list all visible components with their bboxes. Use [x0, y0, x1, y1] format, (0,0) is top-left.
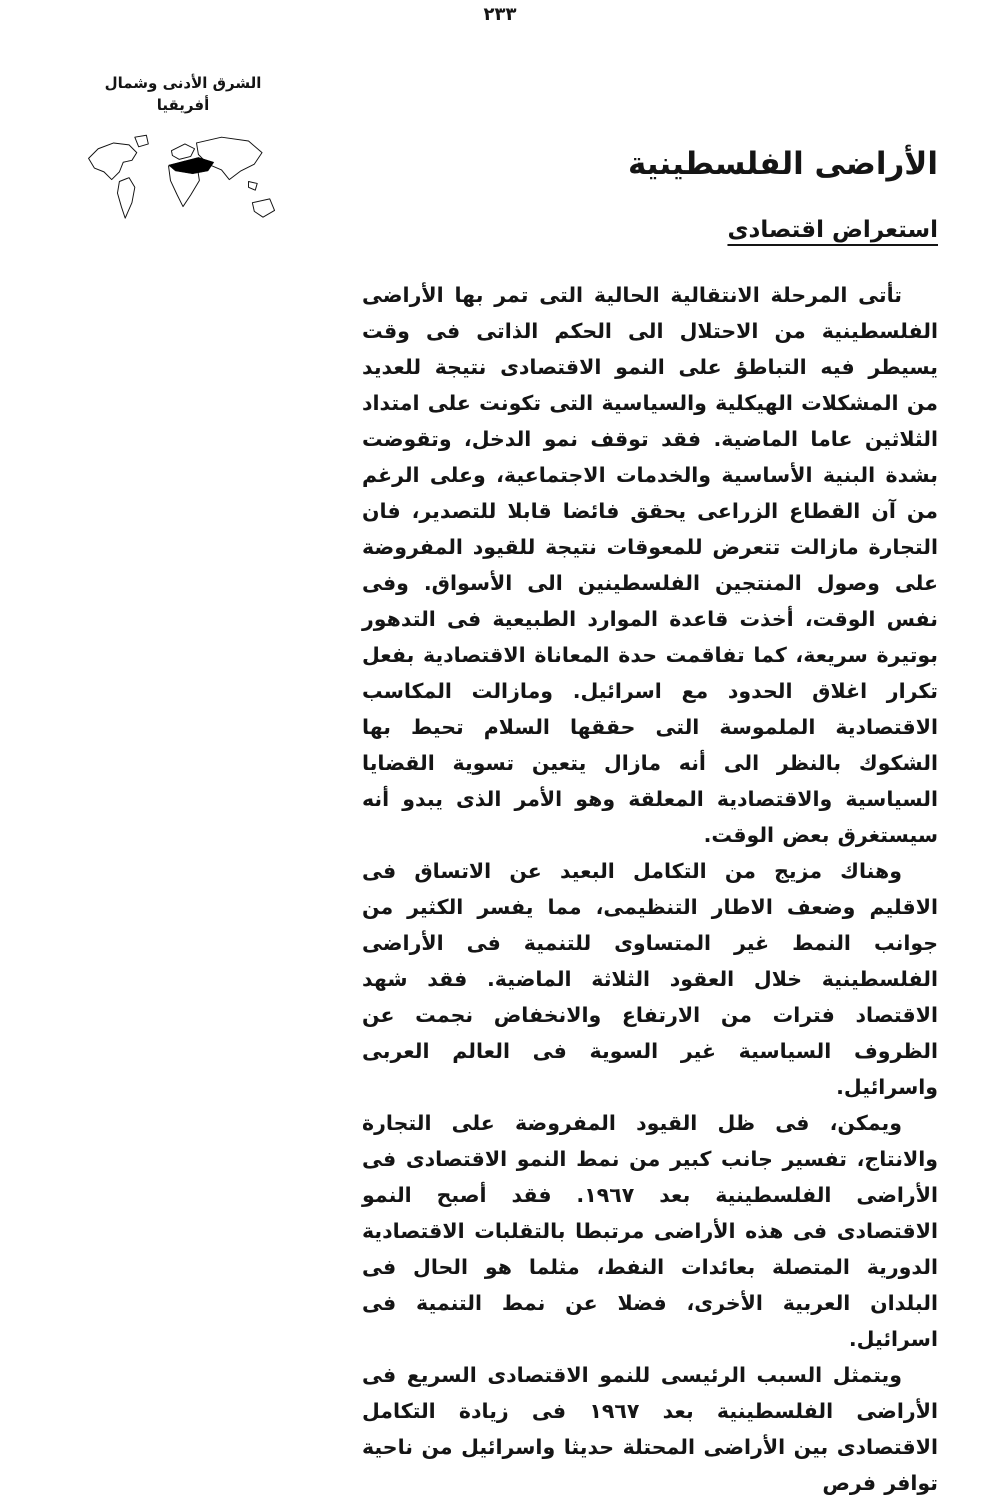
paragraph-1: تأتى المرحلة الانتقالية الحالية التى تمر بها الأراضى الفلسطينية من الاحتلال الى الحكم الذاتى فى وقت يسيطر فيه التباطؤ على النمو الاقتصادى نتيجة للعديد من المشكلات الهيكلية والسياسية التى تكونت على امتداد الثلاثين عاما الماضية. فقد توقف نمو الدخل، وتقوضت بشدة البنية الأساسية والخدمات الاجتماعية، وعلى الرغم من آن القطاع الزراعى يحقق فائضا قابلا للتصدير، فان التجارة مازالت تتعرض للمعوقات نتيجة للقيود المفروضة على وصول المنتجين الفلسطينين الى الأسواق. وفى نفس الوقت، أخذت قاعدة الموارد الطبيعية فى التدهور بوتيرة سريعة، كما تفاقمت حدة المعاناة الاقتصادية بفعل تكرار اغلاق الحدود مع اسرائيل. ومازالت المكاسب الاقتصادية الملموسة التى حققها السلام تحيط بها الشكوك بالنظر الى أنه مازال يتعين تسوية القضايا السياسية والاقتصادية المعلقة وهو الأمر الذى يبدو أنه سيستغرق بعض الوقت.: [362, 282, 938, 847]
world-map-icon: [77, 124, 289, 266]
main-text-column: [362, 146, 938, 1501]
paragraph-2: وهناك مزيج من التكامل البعيد عن الاتساق فى الاقليم وضعف الاطار التنظيمى، مما يفسر الكثير من جوانب النمط غير المتساوى للتنمية فى الأراضى الفلسطينية خلال العقود الثلاثة الماضية. فقد شهد الاقتصاد فترات من الارتفاع والانخفاض نجمت عن الظروف السياسية غير السوية فى العالم العربى واسرائيل.: [362, 858, 938, 1099]
map-region-label-line2: أفريقيا: [156, 96, 210, 114]
paragraph-3: ويمكن، فى ظل القيود المفروضة على التجارة والانتاج، تفسير جانب كبير من نمط النمو الاقتصادى فى الأراضى الفلسطينية بعد ١٩٦٧. فقد أصبح النمو الاقتصادى فى هذه الأراضى مرتبطا بالتقلبات الاقتصادية الدورية المتصلة بعائدات النفط، مثلما هو الحال فى البلدان العربية الأخرى، فضلا عن نمط التنمية فى اسرائيل.: [362, 1110, 939, 1351]
document-title: الأراضى الفلسطينية: [627, 146, 938, 182]
body-text: [362, 277, 938, 1501]
mena-region-highlight: [169, 157, 214, 173]
map-region-label-line1: الشرق الأدنى وشمال: [104, 74, 262, 92]
region-map-block: [68, 72, 298, 266]
section-subtitle: استعراض اقتصادى: [727, 217, 938, 244]
paragraph-4: ويتمثل السبب الرئيسى للنمو الاقتصادى السريع فى الأراضى الفلسطينية بعد ١٩٦٧ فى زيادة التكامل الاقتصادى بين الأراضى المحتلة حديثا واسرائيل من ناحية توافر فرص: [362, 1362, 938, 1495]
page-number: ٢٣٣: [483, 4, 517, 25]
